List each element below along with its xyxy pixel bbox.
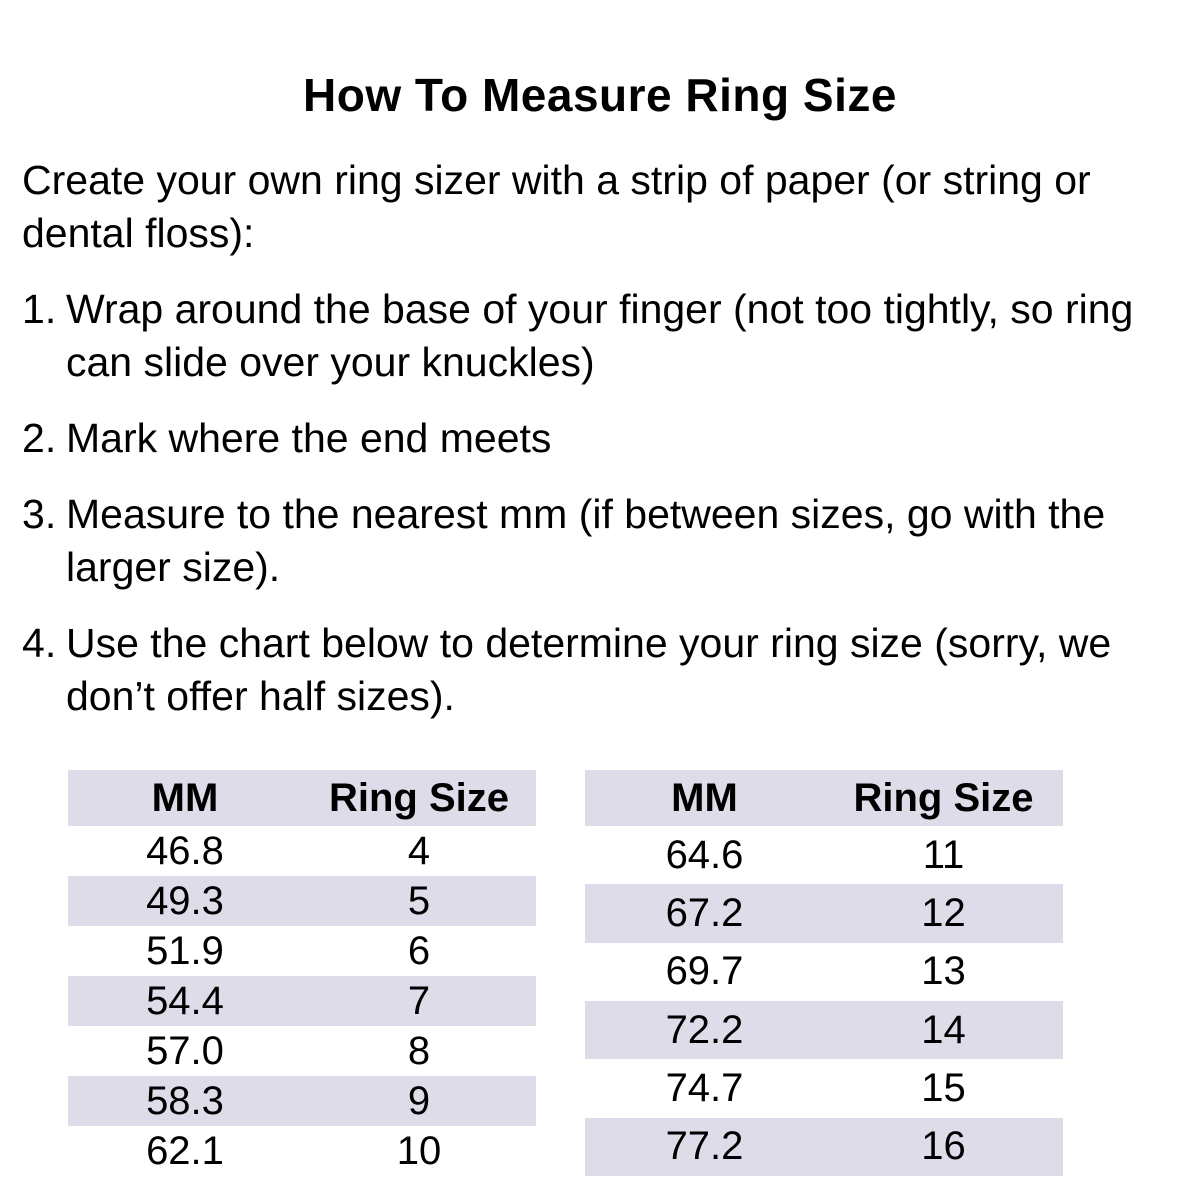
table-row: [585, 1059, 1063, 1117]
table-cell: 15: [921, 1065, 966, 1110]
size-table-right: [585, 770, 1063, 1176]
table-cell: 72.2: [665, 1007, 744, 1052]
table-row: [68, 876, 536, 926]
table-cell: 11: [922, 832, 965, 877]
table-cell: 69.7: [665, 949, 744, 994]
table-cell: 58.3: [146, 1078, 224, 1123]
intro-text: Create your own ring sizer with a strip of paper (or string or dental floss):: [22, 157, 1091, 256]
table-cell: 10: [396, 1128, 442, 1173]
column-header: Ring Size: [824, 770, 1063, 826]
instruction-step-2: Mark where the end meets: [66, 415, 552, 461]
table-row: [68, 926, 536, 976]
instruction-list: [0, 283, 1200, 723]
table-cell: 13: [921, 949, 966, 994]
table-cell: 64.6: [665, 832, 744, 877]
table-cell: 14: [921, 1007, 966, 1052]
table-cell: 46.8: [146, 828, 224, 873]
size-chart: [68, 770, 1200, 1176]
table-cell: 12: [921, 890, 966, 935]
table-cell: 8: [407, 1028, 431, 1073]
page-title: How To Measure Ring Size: [303, 69, 897, 121]
table-cell: 4: [407, 828, 431, 873]
table-cell: 54.4: [146, 978, 224, 1023]
table-row: [68, 1026, 536, 1076]
table-row: [585, 826, 1063, 884]
size-table-left: [68, 770, 536, 1176]
column-header: MM: [585, 770, 824, 826]
table-row: [68, 1126, 536, 1176]
table-row: [68, 976, 536, 1026]
header-row: [68, 770, 536, 826]
table-row: [585, 1118, 1063, 1176]
column-header: MM: [68, 770, 302, 826]
instruction-step-3: Measure to the nearest mm (if between sizes, go with the larger size).: [66, 491, 1106, 590]
table-cell: 6: [407, 928, 431, 973]
table-cell: 16: [921, 1124, 966, 1169]
table-row: [585, 884, 1063, 942]
table-row: [585, 1001, 1063, 1059]
table-row: [68, 1076, 536, 1126]
table-cell: 49.3: [146, 878, 224, 923]
column-header: Ring Size: [302, 770, 536, 826]
table-cell: 74.7: [665, 1065, 744, 1110]
table-row: [585, 943, 1063, 1001]
instruction-step-1: Wrap around the base of your finger (not too tightly, so ring can slide over your knuckles): [66, 286, 1134, 385]
instruction-step-4: Use the chart below to determine your ring size (sorry, we don’t offer half sizes).: [66, 620, 1112, 719]
table-cell: 67.2: [665, 890, 744, 935]
table-cell: 57.0: [146, 1028, 224, 1073]
table-cell: 51.9: [146, 928, 224, 973]
table-cell: 5: [407, 878, 431, 923]
header-row: [585, 770, 1063, 826]
table-row: [68, 826, 536, 876]
table-cell: 7: [407, 978, 431, 1023]
table-cell: 62.1: [146, 1128, 224, 1173]
table-cell: 9: [407, 1078, 431, 1123]
table-cell: 77.2: [665, 1124, 744, 1169]
